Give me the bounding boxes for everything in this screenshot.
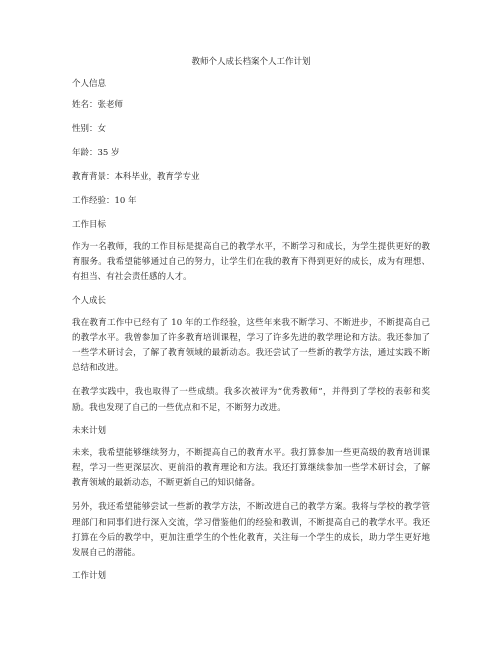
future-paragraph-2: 另外，我还希望能够尝试一些新的教学方法，不断改进自己的教学方案。我将与学校的教学管理部门和同事们进行深入交流，学习借鉴他们的经验和教训，不断提高自己的教学水平。我还打算在今后的教学中，更加注重学生的个性化教育，关注每一个学生的成长，助力学生更好地发展自己的潜能。 [72, 502, 430, 559]
gender-field: 性别：女 [72, 124, 107, 134]
future-paragraph-1: 未来，我希望能够继续努力，不断提高自己的教育水平。我打算参加一些更高级的教育培训课程，学习一些更深层次、更前沿的教育理论和方法。我还打算继续参加一些学术研讨会，了解教育领域的最新动态，不断更新自己的知识储备。 [72, 447, 430, 489]
education-field: 教育背景：本科毕业，教育学专业 [72, 172, 200, 182]
age-field: 年龄：35 岁 [72, 148, 120, 158]
name-field: 姓名：张老师 [72, 100, 124, 110]
goals-heading: 工作目标 [72, 220, 107, 230]
document-title: 教师个人成长档案个人工作计划 [191, 57, 311, 67]
experience-field: 工作经验：10 年 [72, 196, 137, 206]
growth-paragraph-2: 在教学实践中，我也取得了一些成绩。我多次被评为“优秀教师”，并得到了学校的表彰和奖励。我也发现了自己的一些优点和不足，不断努力改进。 [72, 387, 430, 413]
growth-paragraph-1: 我在教育工作中已经有了 10 年的工作经验，这些年来我不断学习、不断进步，不断提高自己的教学水平。我曾参加了许多教育培训课程，学习了许多先进的教学理论和方法。我还参加了一些学术研讨会，了解了教育领域的最新动态。我还尝试了一些新的教学方法，通过实践不断总结和改进。 [72, 317, 430, 374]
growth-heading: 个人成长 [72, 295, 107, 306]
future-heading: 未来计划 [72, 425, 107, 436]
goals-paragraph: 作为一名教师，我的工作目标是提高自己的教学水平，不断学习和成长，为学生提供更好的教育服务。我希望能够通过自己的努力，让学生们在我的教育下得到更好的成长，成为有理想、有担当、有社会责任感的人才。 [72, 242, 430, 283]
personal-info-heading: 个人信息 [72, 79, 107, 89]
work-plan-heading: 工作计划 [72, 571, 107, 582]
